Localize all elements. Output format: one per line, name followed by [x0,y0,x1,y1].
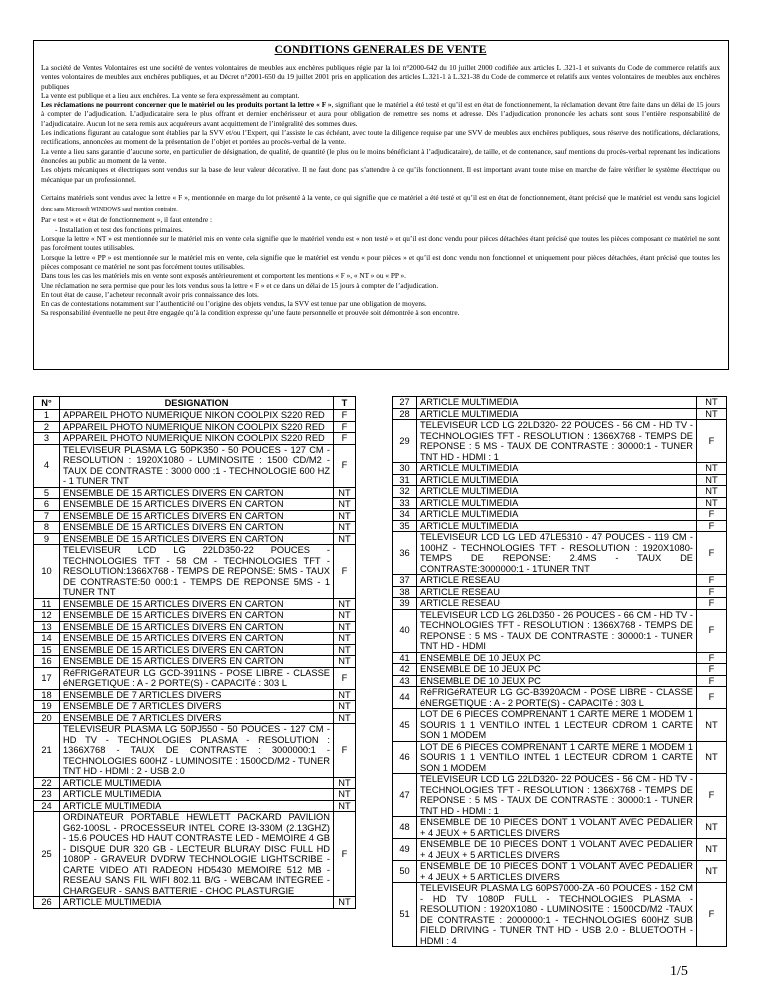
table-row [393,675,727,687]
lot-test-status: NT [334,644,356,656]
table-row [393,408,727,420]
table-row [393,486,727,498]
lot-number: 28 [393,408,417,420]
lot-designation: TELEVISEUR LCD LG 26LD350 - 26 POUCES - 66 CM - HD TV - TECHNOLOGIES TFT - RESOLUTION : 1366X768 - TEMPS DE REPONSE : 5 MS - TAUX DE CONTRASTE : 30000:1 - TUNER TNT HD - HDMI [417,609,697,652]
lot-number: 51 [393,883,417,947]
lot-designation: ENSEMBLE DE 10 PIECES DONT 1 VOLANT AVEC PEDALIER + 4 JEUX + 5 ARTICLES DIVERS [417,839,697,861]
lot-designation: TELEVISEUR LCD LG LED 47LE5310 - 47 POUCES - 119 CM - 100HZ - TECHNOLOGIES TFT - RESOLUTION : 1920X1080- TEMPS DE REPONSE: 2.4MS - TAUX DE CONTRASTE:3000000:1 - 1TUNER TNT [417,532,697,575]
lot-number: 2 [34,421,60,433]
table-row [393,839,727,861]
lot-number: 47 [393,774,417,817]
lot-number: 46 [393,741,417,774]
lot-test-status: NT [334,487,356,499]
lot-number: 31 [393,474,417,486]
lot-number: 38 [393,586,417,598]
lot-designation: ARTICLE RESEAU [417,586,697,598]
lot-test-status: F [697,586,727,598]
lot-designation: ENSEMBLE DE 15 ARTICLES DIVERS EN CARTON [60,644,334,656]
lot-number: 36 [393,532,417,575]
lot-number: 25 [34,812,60,897]
lot-test-status: NT [334,533,356,545]
lot-number: 4 [34,444,60,487]
table-row [34,897,356,909]
lot-designation: ARTICLE MULTIMEDIA [417,474,697,486]
lot-number: 7 [34,510,60,522]
lot-number: 27 [393,397,417,409]
lot-test-status: NT [697,463,727,475]
lot-designation: ARTICLE MULTIMEDIA [417,397,697,409]
table-row [34,510,356,522]
conditions-paragraph: Les indications figurant au catalogue sont établies par la SVV et/ou l’Expert, qui l’assiste le cas échéant, avec toute la diligence requise par une SVV de meubles aux enchères publiques, sous réserve des notifications, déclarations, rectifications, annoncées au moment de la présentation de l’objet et portées au procès-verbal de la vente. [41,128,720,147]
lot-test-status: F [697,774,727,817]
lot-test-status: NT [334,621,356,633]
lot-designation: ENSEMBLE DE 15 ARTICLES DIVERS EN CARTON [60,499,334,511]
lot-number: 6 [34,499,60,511]
lot-test-status: NT [697,497,727,509]
table-row [34,433,356,445]
lot-designation: ENSEMBLE DE 15 ARTICLES DIVERS EN CARTON [60,510,334,522]
lot-number: 49 [393,839,417,861]
lot-designation: ENSEMBLE DE 7 ARTICLES DIVERS [60,712,334,724]
lot-number: 18 [34,689,60,701]
lot-test-status: F [697,664,727,676]
lot-number: 9 [34,533,60,545]
lot-designation: ENSEMBLE DE 10 JEUX PC [417,652,697,664]
table-row [34,598,356,610]
table-row [393,575,727,587]
conditions-title: CONDITIONS GENERALES DE VENTE [274,44,487,56]
table-row [34,421,356,433]
lot-designation: TELEVISEUR PLASMA LG 60PS7000-ZA -60 POUCES - 152 CM - HD TV 1080P FULL - TECHNOLOGIES PLASMA - RESOLUTION : 1920X1080 - LUMINOSITE : 1500CD/M2 -TAUX DE CONTRASTE : 2000000:1 - TECHNOLOGIES 600HZ SUB FIELD DRIVING - TUNER TNT HD - USB 2.0 - BLUETOOTH - HDMI : 4 [417,883,697,947]
lot-test-status: NT [697,741,727,774]
lot-designation: ARTICLE MULTIMEDIA [60,897,334,909]
lot-test-status: F [697,687,727,709]
lot-test-status: F [697,652,727,664]
table-row [34,724,356,778]
lot-number: 19 [34,701,60,713]
lot-test-status: F [697,598,727,610]
table-row [34,444,356,487]
conditions-paragraph: La société de Ventes Volontaires est une société de ventes volontaires de meubles aux enchères publiques régie par la loi n°2000-642 du 10 juillet 2000 codifiée aux articles L .321-1 et suivants du Code de commerce relatifs aux ventes volontaires de meubles aux enchères publiques, et au Décret n°2001-650 du 19 juillet 2001 pris en application des articles L.321-1 à L.321-38 du Code de commerce et relatifs aux ventes volontaires de meubles aux enchères publiques [41,63,720,91]
lot-test-status: NT [334,712,356,724]
table-row [34,656,356,668]
lot-number: 22 [34,777,60,789]
table-row [393,497,727,509]
lot-number: 42 [393,664,417,676]
lot-test-status: NT [334,800,356,812]
lot-designation: ENSEMBLE DE 7 ARTICLES DIVERS [60,689,334,701]
lot-test-status: F [697,609,727,652]
lot-test-status: NT [697,486,727,498]
table-row [393,664,727,676]
lot-number: 23 [34,789,60,801]
lot-test-status: F [334,444,356,487]
lot-test-status: NT [697,839,727,861]
lot-designation: ARTICLE MULTIMEDIA [417,497,697,509]
lot-designation: RéFRIGéRATEUR LG GCD-3911NS - POSE LIBRE - CLASSE éNERGETIQUE : A - 2 PORTE(S) - CAPACITé : 303 L [60,667,334,689]
lot-designation: LOT DE 6 PIECES COMPRENANT 1 CARTE MERE 1 MODEM 1 SOURIS 1 1 VENTILO INTEL 1 LECTEUR CDROM 1 CARTE SON 1 MODEM [417,741,697,774]
lot-number: 21 [34,724,60,778]
table-row [34,621,356,633]
lot-test-status: NT [697,408,727,420]
table-row [393,509,727,521]
conditions-list-item: - Installation et test des fonctions primaires. [55,224,183,234]
lot-test-status: F [697,520,727,532]
lot-designation: ENSEMBLE DE 10 PIECES DONT 1 VOLANT AVEC PEDALIER + 4 JEUX + 5 ARTICLES DIVERS [417,861,697,883]
table-row [34,712,356,724]
lot-test-status: NT [334,656,356,668]
lot-test-status: NT [697,817,727,839]
table-row [393,463,727,475]
lot-test-status: NT [334,499,356,511]
lot-number: 13 [34,621,60,633]
lot-test-status: F [334,667,356,689]
table-row [34,667,356,689]
table-row [34,689,356,701]
table-row [393,586,727,598]
lot-designation: ENSEMBLE DE 10 JEUX PC [417,675,697,687]
lot-number: 20 [34,712,60,724]
table-row [393,474,727,486]
lot-test-status: F [334,433,356,445]
lot-designation: ENSEMBLE DE 15 ARTICLES DIVERS EN CARTON [60,522,334,534]
table-row [34,522,356,534]
lot-designation: ARTICLE MULTIMEDIA [417,408,697,420]
lot-test-status: F [334,724,356,778]
lot-number: 17 [34,667,60,689]
lot-designation: ARTICLE MULTIMEDIA [417,509,697,521]
conditions-paragraph: En cas de contestations notamment sur l’authenticité ou l’origine des objets vendus, la SVV est tenue par une obligation de moyens. [41,299,427,309]
lot-number: 39 [393,598,417,610]
lot-number: 43 [393,675,417,687]
lot-test-status: NT [334,598,356,610]
lot-test-status: F [697,420,727,463]
lot-test-status: NT [697,861,727,883]
table-row [34,644,356,656]
lot-number: 32 [393,486,417,498]
header-number: N° [34,397,60,410]
lot-designation: ENSEMBLE DE 15 ARTICLES DIVERS EN CARTON [60,533,334,545]
lot-designation: ARTICLE RESEAU [417,575,697,587]
table-row [393,774,727,817]
header-test: T [334,397,356,410]
table-row [34,789,356,801]
lot-test-status: NT [334,897,356,909]
conditions-paragraph: Par « test » et « état de fonctionnement », il faut entendre : [41,215,213,225]
lot-number: 48 [393,817,417,839]
lot-designation: TELEVISEUR PLASMA LG 50PK350 - 50 POUCES - 127 CM - RESOLUTION : 1920X1080 - LUMINOSITE : 1500 CD/M2 - TAUX DE CONTRASTE : 3000 000 :1 - TECHNOLOGIE 600 HZ - 1 TUNER TNT [60,444,334,487]
conditions-paragraph: Une réclamation ne sera permise que pour les lots vendus sous la lettre « F » et ce dans un délai de 15 jours à compter de l’adjudication. [41,280,439,290]
lots-table-left [33,396,356,909]
table-row [393,420,727,463]
software-note: donc sans Microsoft WINDOWS sauf mention contraire. [41,207,178,214]
lot-test-status: F [334,421,356,433]
table-row [34,610,356,622]
table-row [393,817,727,839]
lot-designation: APPAREIL PHOTO NUMERIQUE NIKON COOLPIX S220 RED [60,410,334,422]
conditions-box [33,40,729,370]
lot-number: 24 [34,800,60,812]
table-row [393,883,727,947]
lot-designation: RéFRIGéRATEUR LG GC-B3920ACM - POSE LIBRE - CLASSE éNERGETIQUE : A - 2 PORTE(S) - CAPACITé : 303 L [417,687,697,709]
table-row [34,410,356,422]
lot-number: 1 [34,410,60,422]
table-row [34,633,356,645]
lot-designation: ARTICLE RESEAU [417,598,697,610]
lot-designation: TELEVISEUR LCD LG 22LD320- 22 POUCES - 56 CM - HD TV - TECHNOLOGIES TFT - RESOLUTION : 1366X768 - TEMPS DE REPONSE : 5 MS - TAUX DE CONTRASTE : 30000:1 - TUNER TNT HD - HDMI : 1 [417,774,697,817]
table-row [34,777,356,789]
lot-test-status: F [697,575,727,587]
table-row [34,545,356,599]
lot-designation: TELEVISEUR LCD LG 22LD320- 22 POUCES - 56 CM - HD TV - TECHNOLOGIES TFT - RESOLUTION : 1366X768 - TEMPS DE REPONSE : 5 MS - TAUX DE CONTRASTE : 30000:1 - TUNER TNT HD - HDMI : 1 [417,420,697,463]
lot-number: 11 [34,598,60,610]
lot-number: 8 [34,522,60,534]
lot-number: 10 [34,545,60,599]
lot-test-status: NT [334,522,356,534]
table-row [393,861,727,883]
lot-test-status: F [697,883,727,947]
lot-number: 41 [393,652,417,664]
lot-test-status: NT [334,701,356,713]
lot-test-status: F [334,545,356,599]
page-number: 1/5 [670,964,688,979]
lot-test-status: NT [697,397,727,409]
lot-designation: ARTICLE MULTIMEDIA [60,777,334,789]
table-row [34,701,356,713]
lot-number: 35 [393,520,417,532]
lot-designation: ENSEMBLE DE 7 ARTICLES DIVERS [60,701,334,713]
lot-designation: ARTICLE MULTIMEDIA [417,520,697,532]
header-designation: DESIGNATION [60,397,334,410]
conditions-paragraph: Les objets mécaniques et électriques sont vendus sur la base de leur valeur décorative. Il ne faut donc pas s’attendre à ce qu’ils fonctionnent. Il est important avant toute mise en marche de faire vérifier le système électrique ou mécanique par un professionnel. [41,165,720,184]
lot-test-status: F [697,675,727,687]
conditions-paragraph: La vente est publique et a lieu aux enchères. La vente se fera expressément au comptant. [41,90,300,100]
lot-designation: TELEVISEUR LCD LG 22LD350-22 POUCES - TECHNOLOGIES TFT - 58 CM - TECHNOLOGIES TFT - RESOLUTION:1366X768 - TEMPS DE REPONSE: 5MS - TAUX DE CONTRASTE:50 000:1 - TEMPS DE REPONSE 5MS - 1 TUNER TNT [60,545,334,599]
lot-designation: LOT DE 6 PIECES COMPRENANT 1 CARTE MERE 1 MODEM 1 SOURIS 1 1 VENTILO INTEL 1 LECTEUR CDROM 1 CARTE SON 1 MODEM [417,709,697,742]
lot-designation: APPAREIL PHOTO NUMERIQUE NIKON COOLPIX S220 RED [60,421,334,433]
lot-number: 3 [34,433,60,445]
lot-designation: ARTICLE MULTIMEDIA [60,789,334,801]
table-row [393,397,727,409]
reclamation-bold-text: Les réclamations ne pourront concerner que le matériel ou les produits portant la lettre « F » [41,100,332,110]
conditions-paragraph [41,100,720,128]
lot-number: 30 [393,463,417,475]
table-row [393,520,727,532]
lot-designation: ENSEMBLE DE 15 ARTICLES DIVERS EN CARTON [60,598,334,610]
table-row [393,709,727,742]
lots-table-right [392,396,727,947]
table-row [393,532,727,575]
lot-number: 50 [393,861,417,883]
conditions-paragraph: Sa responsabilité éventuelle ne peut être engagée qu’à la condition expresse qu’une faute personnelle et prouvée soit démontrée à son encontre. [41,308,460,318]
lot-designation: ARTICLE MULTIMEDIA [417,486,697,498]
lot-test-status: F [697,532,727,575]
table-row [34,812,356,897]
conditions-paragraph: En tout état de cause, l’acheteur reconnaît avoir pris connaissance des lots. [41,289,259,299]
lot-number: 16 [34,656,60,668]
lot-test-status: F [697,509,727,521]
test-letter-text: Certains matériels sont vendus avec la lettre « F », mentionnée en marge du lot présenté à la vente, ce qui signifie que ce matériel a été testé et qu’il est en état de fonctionnement, étant précisé que le matériel est vendu sans logiciel [41,192,720,202]
conditions-paragraph: La vente a lieu sans garantie d’aucune sorte, en particulier de désignation, de qualité, de quantité (le plus ou le moins bénéficiant à l’adjudicataire), de taille, et de contenance, sauf mentions du procès-verbal reprenant les indications énoncées au public au moment de la vente. [41,146,720,165]
lot-test-status: NT [334,789,356,801]
lot-number: 29 [393,420,417,463]
lot-test-status: NT [334,689,356,701]
reclamation-text: , signifiant que le matériel a été testé et qu’il est en état de fonctionnement, la réclamation devant être faite dans un délai de 15 jours à compter de l’adjudication. L’adjudicataire sera le plus offrant et dernier enchérisseur et aura pour obligation de remettre ses noms et adresse. Dès l’adjudication prononcée les achats sont sous l’entière responsabilité de l’adjudicataire. Aucun lot ne sera remis aux acquéreurs avant acquittement de l’intégralité des sommes dues. [41,100,721,128]
lot-designation: TELEVISEUR PLASMA LG 50PJ550 - 50 POUCES - 127 CM - HD TV - TECHNOLOGIES PLASMA - RESOLUTION : 1366X768 - TAUX DE CONTRASTE : 3000000:1 - TECHNOLOGIES 600HZ - LUMINOSITE : 1500CD/M2 - TUNER TNT HD - HDMI : 2 - USB 2.0 [60,724,334,778]
lot-designation: ENSEMBLE DE 10 PIECES DONT 1 VOLANT AVEC PEDALIER + 4 JEUX + 5 ARTICLES DIVERS [417,817,697,839]
lot-designation: ENSEMBLE DE 15 ARTICLES DIVERS EN CARTON [60,633,334,645]
table-row [393,741,727,774]
table-header-row [34,397,356,410]
lot-test-status: NT [697,709,727,742]
table-row [34,499,356,511]
table-row [34,487,356,499]
lot-designation: APPAREIL PHOTO NUMERIQUE NIKON COOLPIX S220 RED [60,433,334,445]
lot-test-status: NT [334,510,356,522]
conditions-paragraph: Lorsque la lettre « NT » est mentionnée sur le matériel mis en vente cela signifie que le matériel vendu est « non testé » et qu’il est donc vendu pour pièces détachées étant précisé que toutes les pièces composant ce matériel ne sont pas forcément toutes utilisables. [41,234,720,253]
lot-number: 40 [393,609,417,652]
table-row [34,800,356,812]
lot-test-status: NT [334,777,356,789]
lot-test-status: NT [334,633,356,645]
table-row [393,687,727,709]
lot-designation: ENSEMBLE DE 15 ARTICLES DIVERS EN CARTON [60,656,334,668]
table-row [393,609,727,652]
lot-test-status: NT [334,610,356,622]
lot-designation: ENSEMBLE DE 15 ARTICLES DIVERS EN CARTON [60,621,334,633]
lot-number: 45 [393,709,417,742]
lot-number: 14 [34,633,60,645]
conditions-paragraph [41,193,720,216]
table-row [393,652,727,664]
conditions-paragraph: Lorsque la lettre « PP » est mentionnée sur le matériel mis en vente, cela signifie que le matériel est vendu « pour pièces » et qu’il est donc vendu non fonctionnel et uniquement pour pièces détachées, étant précisé que toutes les pièces composant ce matériel ne sont pas forcément toutes utilisables. [41,252,720,271]
lot-number: 15 [34,644,60,656]
lot-designation: ARTICLE MULTIMEDIA [417,463,697,475]
lot-number: 26 [34,897,60,909]
lot-number: 34 [393,509,417,521]
lot-test-status: NT [697,474,727,486]
lot-number: 5 [34,487,60,499]
lot-designation: ARTICLE MULTIMEDIA [60,800,334,812]
lot-number: 44 [393,687,417,709]
lot-test-status: F [334,410,356,422]
lot-designation: ENSEMBLE DE 10 JEUX PC [417,664,697,676]
lot-designation: ORDINATEUR PORTABLE HEWLETT PACKARD PAVILION G62-100SL - PROCESSEUR INTEL CORE I3-330M (2.13GHZ) - 15.6 POUCES HD HAUT CONTRASTE LED - MEMOIRE 4 GB - DISQUE DUR 320 GB - LECTEUR BLURAY DISC FULL HD 1080P - GRAVEUR DVDRW TECHNOLOGIE LIGHTSCRIBE - CARTE VIDEO ATI RADEON HD5430 MEMOIRE 512 MB - RESEAU SANS FIL WIFI 802.11 B/G - WEBCAM INTEGREE - CHARGEUR - SANS BATTERIE - CHOC PLASTURGIE [60,812,334,897]
conditions-paragraph: Dans tous les cas les matériels mis en vente sont exposés antérieurement et comportent les mentions « F », « NT » ou « PP ». [41,271,406,281]
lot-number: 12 [34,610,60,622]
lot-designation: ENSEMBLE DE 15 ARTICLES DIVERS EN CARTON [60,610,334,622]
table-row [34,533,356,545]
lot-designation: ENSEMBLE DE 15 ARTICLES DIVERS EN CARTON [60,487,334,499]
lot-number: 33 [393,497,417,509]
lot-test-status: F [334,812,356,897]
table-row [393,598,727,610]
lot-number: 37 [393,575,417,587]
